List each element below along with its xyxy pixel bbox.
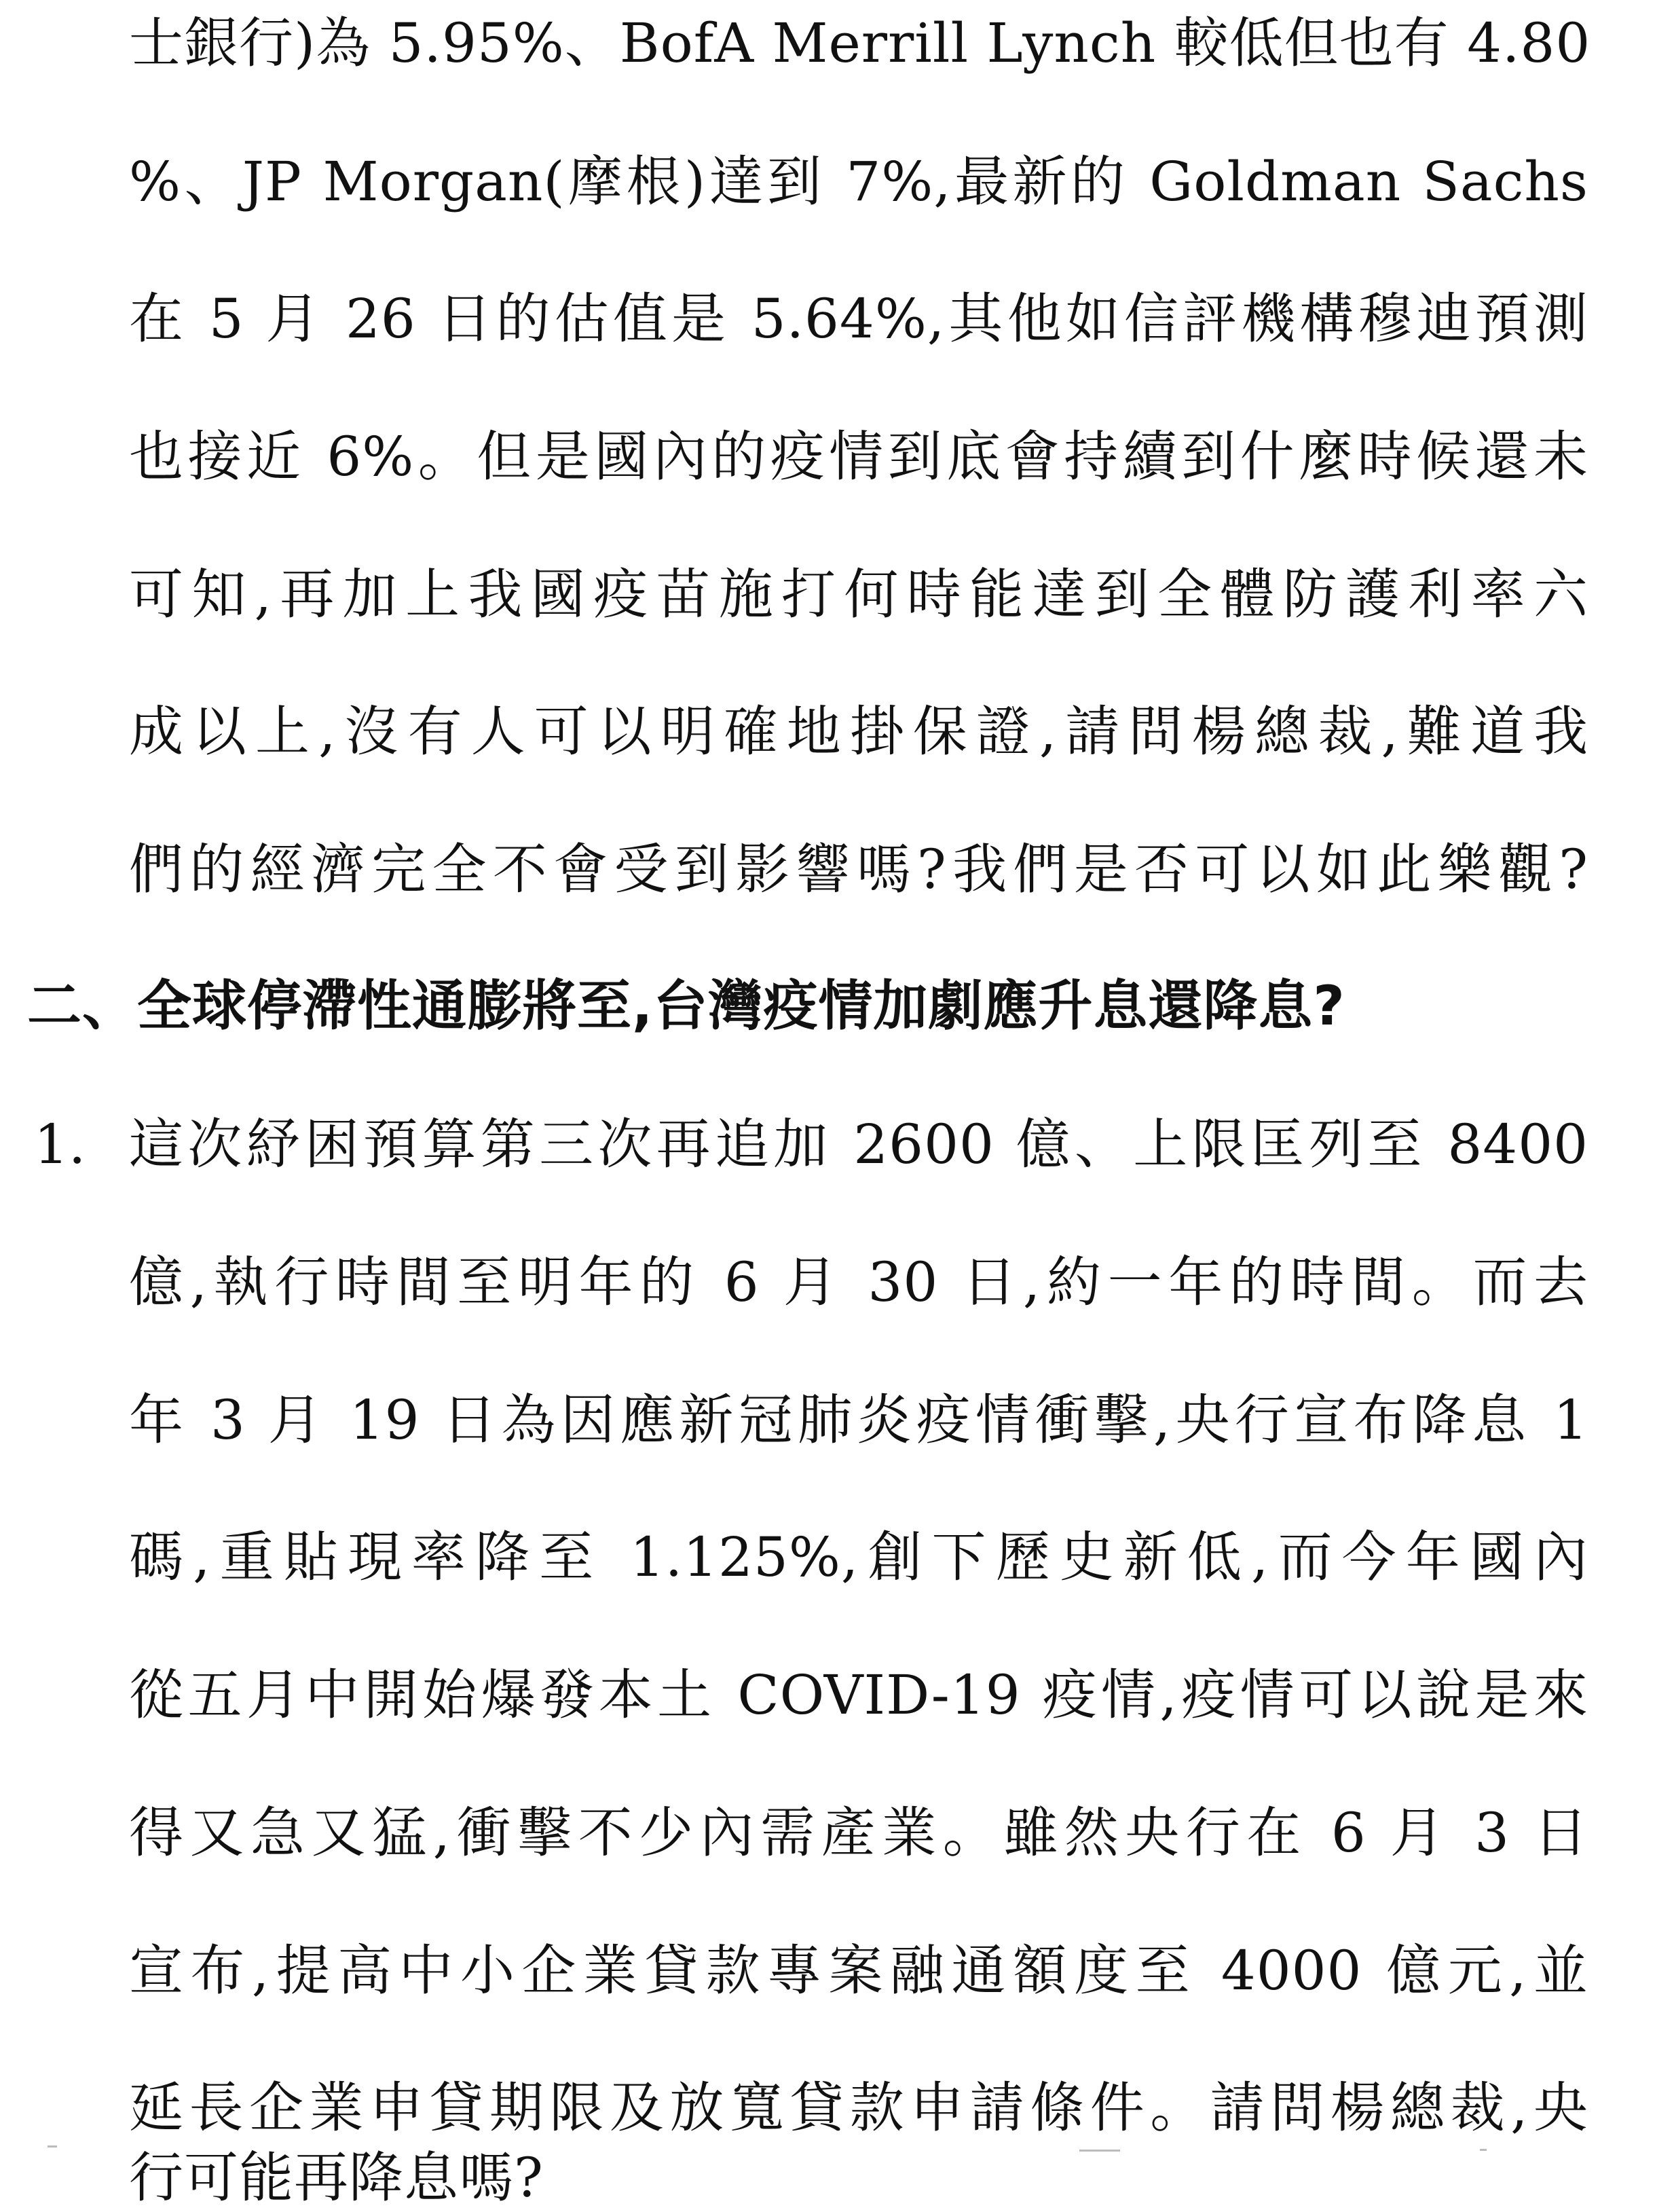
text-line: 也接近 6%。但是國內的疫情到底會持續到什麼時候還未 xyxy=(129,425,1588,488)
item-number: 1. xyxy=(34,1113,86,1176)
text-line: 這次紓困預算第三次再追加 2600 億、上限匡列至 8400 xyxy=(129,1113,1588,1176)
text-line: 成以上,沒有人可以明確地掛保證,請問楊總裁,難道我 xyxy=(129,700,1588,763)
text-line: 從五月中開始爆發本土 COVID-19 疫情,疫情可以說是來 xyxy=(129,1663,1588,1727)
text-line: 宣布,提高中小企業貸款專案融通額度至 4000 億元,並 xyxy=(129,1939,1588,2002)
text-line: 延長企業申貸期限及放寬貸款申請條件。請問楊總裁,央 xyxy=(129,2076,1588,2139)
text-line: 在 5 月 26 日的估值是 5.64%,其他如信評機構穆迪預測 xyxy=(129,287,1588,350)
text-line: 年 3 月 19 日為因應新冠肺炎疫情衝擊,央行宣布降息 1 xyxy=(129,1388,1588,1452)
text-line: 可知,再加上我國疫苗施打何時能達到全體防護利率六 xyxy=(129,563,1588,626)
text-line: 億,執行時間至明年的 6 月 30 日,約一年的時間。而去 xyxy=(129,1251,1588,1314)
text-line: 們的經濟完全不會受到影響嗎?我們是否可以如此樂觀? xyxy=(129,838,1588,901)
scan-speck xyxy=(1079,2150,1120,2152)
text-line: 行可能再降息嗎? xyxy=(129,2146,544,2209)
text-line: 得又急又猛,衝擊不少內需產業。雖然央行在 6 月 3 日 xyxy=(129,1801,1588,1864)
section-heading: 二、全球停滯性通膨將至,台灣疫情加劇應升息還降息? xyxy=(27,974,1345,1037)
scan-speck xyxy=(48,2145,57,2148)
scan-speck xyxy=(1480,2149,1487,2151)
text-line: 碼,重貼現率降至 1.125%,創下歷史新低,而今年國內 xyxy=(129,1526,1588,1589)
text-line: %、JP Morgan(摩根)達到 7%,最新的 Goldman Sachs xyxy=(129,150,1588,213)
text-line: 士銀行)為 5.95%、BofA Merrill Lynch 較低但也有 4.80 xyxy=(129,12,1591,75)
